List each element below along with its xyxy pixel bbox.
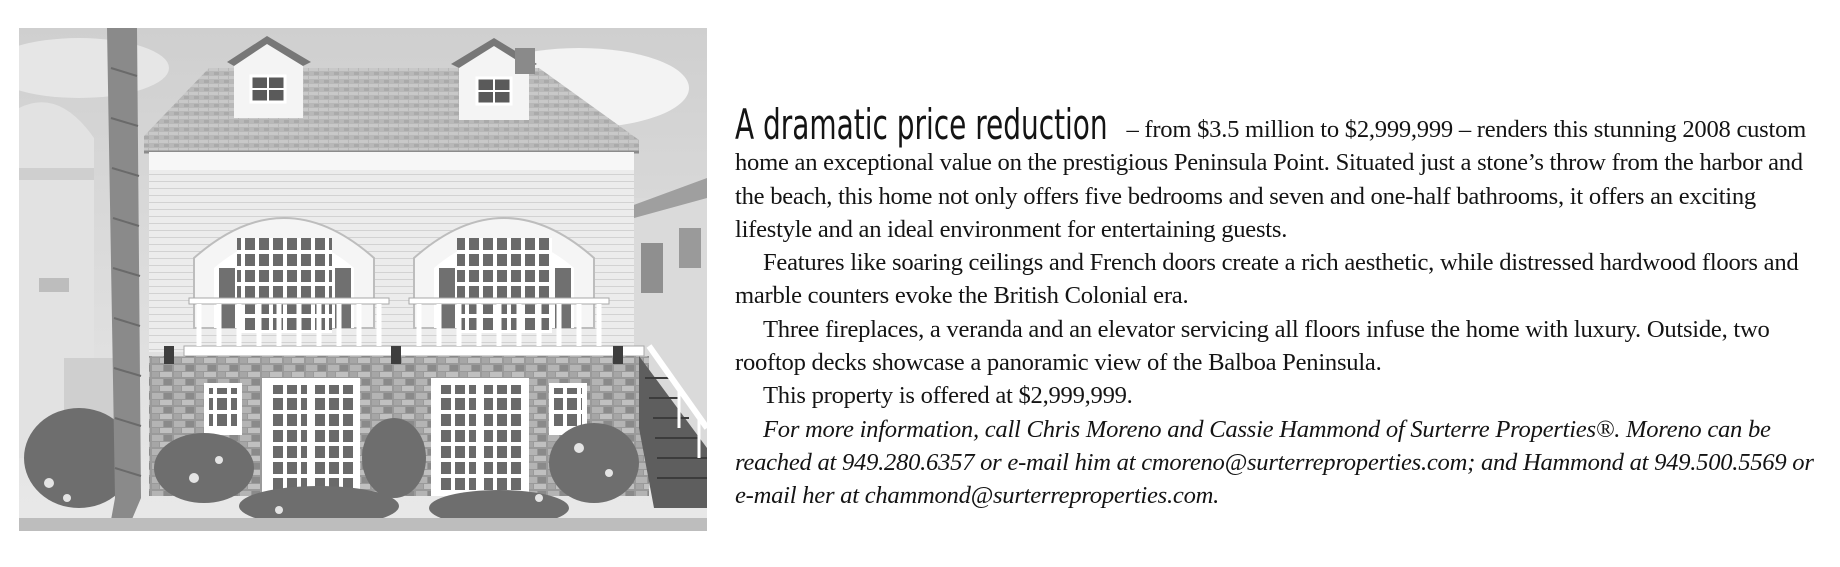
- article-paragraph-4: This property is offered at $2,999,999.: [763, 382, 1133, 410]
- house-illustration: [19, 28, 707, 531]
- headline: A dramatic price reduction: [735, 100, 1108, 149]
- contact-paragraph: For more information, call Chris Moreno and Cassie Hammond of Surterre Properties®. Moreno can be reached at 949.280.6357 or e-mail him at cmoreno@surterreproperties.com; and Hammond at 949.500.5569 or e-mail her at chammond@surterreproperties.com.: [735, 415, 1814, 510]
- paragraph-1-text: – from $3.5 million to $2,999,999 – renders this stunning 2008 custom home an exceptional value on the prestigious Peninsula Point. Situated just a stone’s throw from the harbor and the beach, this home not only offers five bedrooms and seven and one-half bathrooms, it offers an exciting lifestyle and an ideal environment for entertaining guests.: [735, 116, 1807, 243]
- house-photo: [19, 28, 707, 531]
- article-paragraph-2: Features like soaring ceilings and French doors create a rich aesthetic, while distressed hardwood floors and marble counters evoke the British Colonial era.: [735, 249, 1799, 310]
- article-paragraph-3: Three fireplaces, a veranda and an elevator servicing all floors infuse the home with luxury. Outside, two rooftop decks showcase a panoramic view of the Balboa Peninsula.: [735, 315, 1770, 377]
- article-body: [735, 100, 1825, 513]
- french-door-right: [431, 378, 529, 496]
- french-door-left: [262, 378, 360, 496]
- article-paragraph-1: [735, 100, 1825, 246]
